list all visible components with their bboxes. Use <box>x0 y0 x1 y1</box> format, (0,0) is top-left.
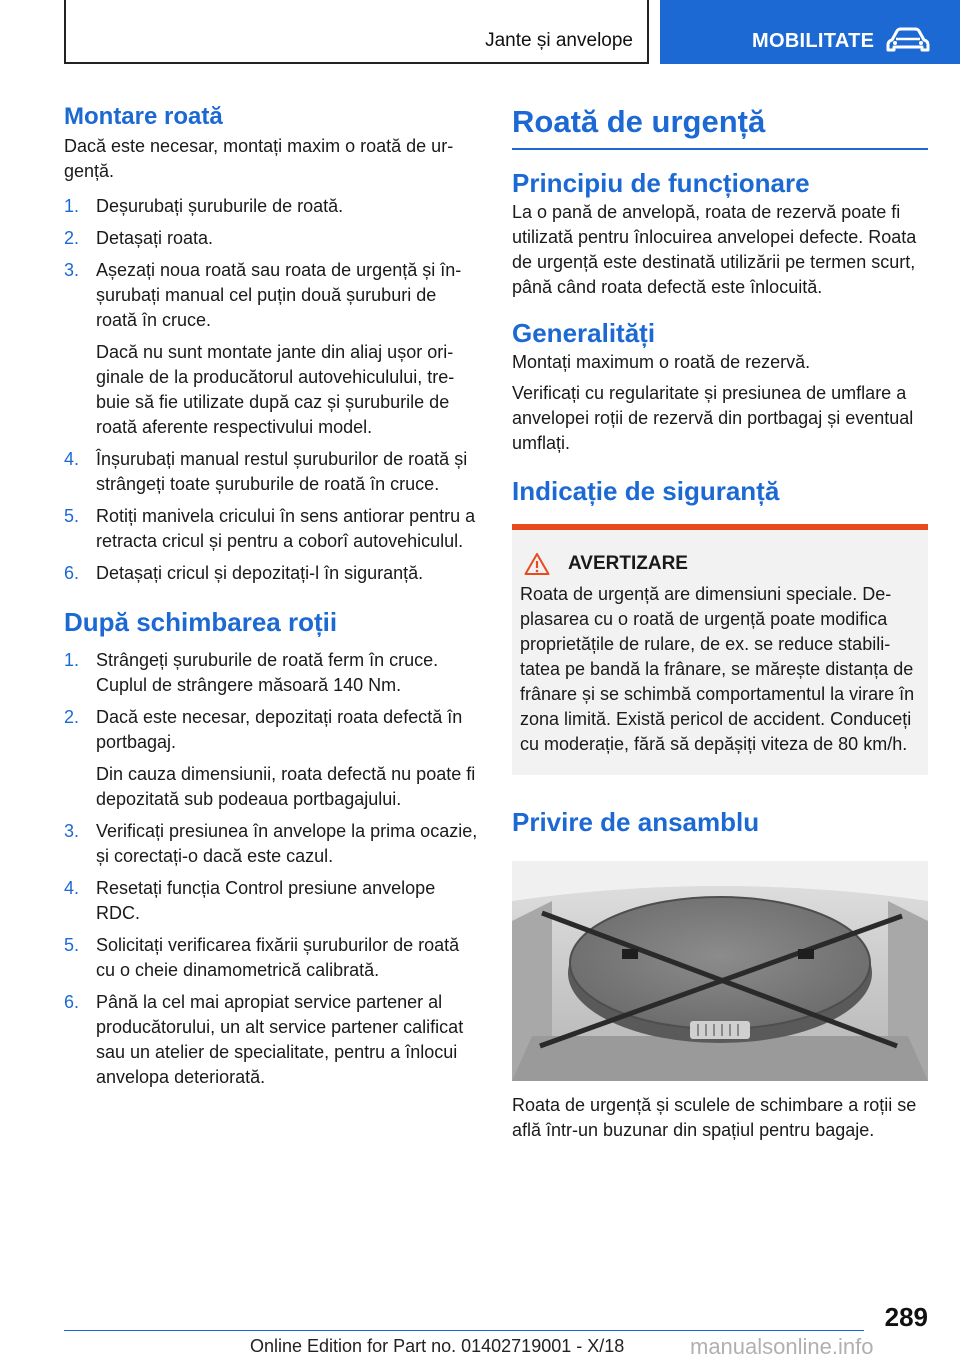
warning-text: Roata de urgență are dimensiuni speciale. Deplasarea cu o roată de urgență poate modifica proprietățile de rulare, de ex. se reduce stabilitatea pe bandă la frânare, se mărește distanța de frânare și se schimbă comportamentul la virare în zona limită. Există pericol de accident. Conduceți cu moderație, fără să depășiți viteza de 80 km/h. <box>520 584 915 754</box>
ansamblu-title: Privire de ansamblu <box>512 807 760 837</box>
warning-label: AVERTIZARE <box>568 553 688 574</box>
principiu-title: Principiu de funcționare <box>512 168 810 198</box>
step-number: 2. <box>64 228 80 248</box>
step-text: Strângeți șuruburile de roată ferm în cruce. Cuplul de strângere măsoară 140 Nm. <box>96 650 439 695</box>
step-note: Din cauza dimensiunii, roata defectă nu poate fi depozitată sub podeaua portbagajului. <box>96 764 476 809</box>
siguranta-title: Indicație de siguranță <box>512 476 780 506</box>
chapter-tab[interactable] <box>660 0 960 64</box>
list-item <box>64 648 480 698</box>
dupa-steps <box>64 648 480 1090</box>
montare-intro: Dacă este necesar, montați maxim o roată de urgență. <box>64 136 454 181</box>
photo-caption: Roata de urgență și sculele de schimbare a roții se află într-un buzunar din spațiul pentru bagaje. <box>512 1095 917 1140</box>
spare-wheel-illustration <box>512 861 928 1081</box>
step-number: 6. <box>64 563 80 583</box>
step-text: Dacă este necesar, depozitați roata defectă în portbagaj. <box>96 707 463 752</box>
step-text: Verificați presiunea în anvelope la prima ocazie, și corectați-o dacă este cazul. <box>96 821 478 866</box>
step-text: Rotiți manivela cricului în sens antiorar pentru a retracta cricul și pentru a coborî autovehiculul. <box>96 506 476 551</box>
spare-wheel-photo <box>512 861 928 1081</box>
chapter-tab-label: MOBILITATE <box>752 30 875 52</box>
step-text: Detașați cricul și depozitați-l în siguranță. <box>96 563 424 583</box>
step-number: 1. <box>64 196 80 216</box>
list-item <box>64 705 480 812</box>
page-header <box>0 0 960 66</box>
step-number: 1. <box>64 650 80 670</box>
car-icon <box>886 26 930 54</box>
chapter-title: Roată de urgență <box>512 100 928 150</box>
step-number: 5. <box>64 935 80 955</box>
left-column <box>64 100 480 1097</box>
step-text: Înșurubați manual restul șuruburilor de roată și strângeți toate șuruburile de roată în cruce. <box>96 449 468 494</box>
step-number: 4. <box>64 449 80 469</box>
list-item <box>64 876 480 926</box>
footer-watermark: manualsonline.info <box>690 1334 874 1359</box>
montare-steps <box>64 194 480 586</box>
step-number: 2. <box>64 707 80 727</box>
step-number: 5. <box>64 506 80 526</box>
generalitati-text-1: Montați maximum o roată de rezervă. <box>512 352 811 372</box>
generalitati-text-2: Verificați cu regularitate și presiunea de umflare a anvelopei roții de rezervă din portbagaj și eventual umflați. <box>512 383 914 453</box>
step-number: 6. <box>64 992 80 1012</box>
step-text: Detașați roata. <box>96 228 214 248</box>
step-text: Solicitați verificarea fixării șuruburilor de roată cu o cheie dinamometrică calibrată. <box>96 935 460 980</box>
step-number: 3. <box>64 260 80 280</box>
list-item <box>64 990 480 1090</box>
step-text: Deșurubați șuruburile de roată. <box>96 196 344 216</box>
list-item <box>64 226 480 251</box>
step-text: Până la cel mai apropiat service partener al producătorului, un alt service partener calificat sau un atelier de specialitate, pentru a înlocui anvelopa deteriorată. <box>96 992 464 1087</box>
list-item <box>64 504 480 554</box>
montare-title: Montare roată <box>64 103 223 130</box>
step-number: 3. <box>64 821 80 841</box>
step-text: Resetați funcția Control presiune anvelope RDC. <box>96 878 436 923</box>
warning-icon <box>524 552 550 576</box>
right-column <box>512 100 928 1143</box>
list-item <box>64 258 480 440</box>
dupa-title: După schimbarea roții <box>64 607 338 637</box>
list-item <box>64 447 480 497</box>
step-number: 4. <box>64 878 80 898</box>
list-item <box>64 194 480 219</box>
warning-header <box>520 552 920 576</box>
section-title: Jante și anvelope <box>485 30 633 51</box>
list-item <box>64 933 480 983</box>
page-number: 289 <box>884 1302 928 1332</box>
principiu-text: La o pană de anvelopă, roata de rezervă poate fi utilizată pentru înlocuirea anvelopei defecte. Roata de urgență este destinată utilizării pe termen scurt, până când roata defectă este înlocuită. <box>512 202 917 297</box>
footer-divider <box>64 1330 864 1331</box>
list-item <box>64 561 480 586</box>
warning-box <box>512 524 928 775</box>
footer-edition: Online Edition for Part no. 01402719001 - X/18 <box>250 1336 625 1356</box>
list-item <box>64 819 480 869</box>
step-text: Așezați noua roată sau roata de urgență și înșurubați manual cel puțin două șuruburi de roată în cruce. <box>96 260 462 330</box>
section-header-box <box>64 0 649 64</box>
step-note: Dacă nu sunt montate jante din aliaj ușor originale de la producătorul autovehiculului, trebuie să fie utilizate după caz și șuruburile de roată aferente respectivului model. <box>96 342 455 437</box>
generalitati-title: Generalități <box>512 318 656 348</box>
